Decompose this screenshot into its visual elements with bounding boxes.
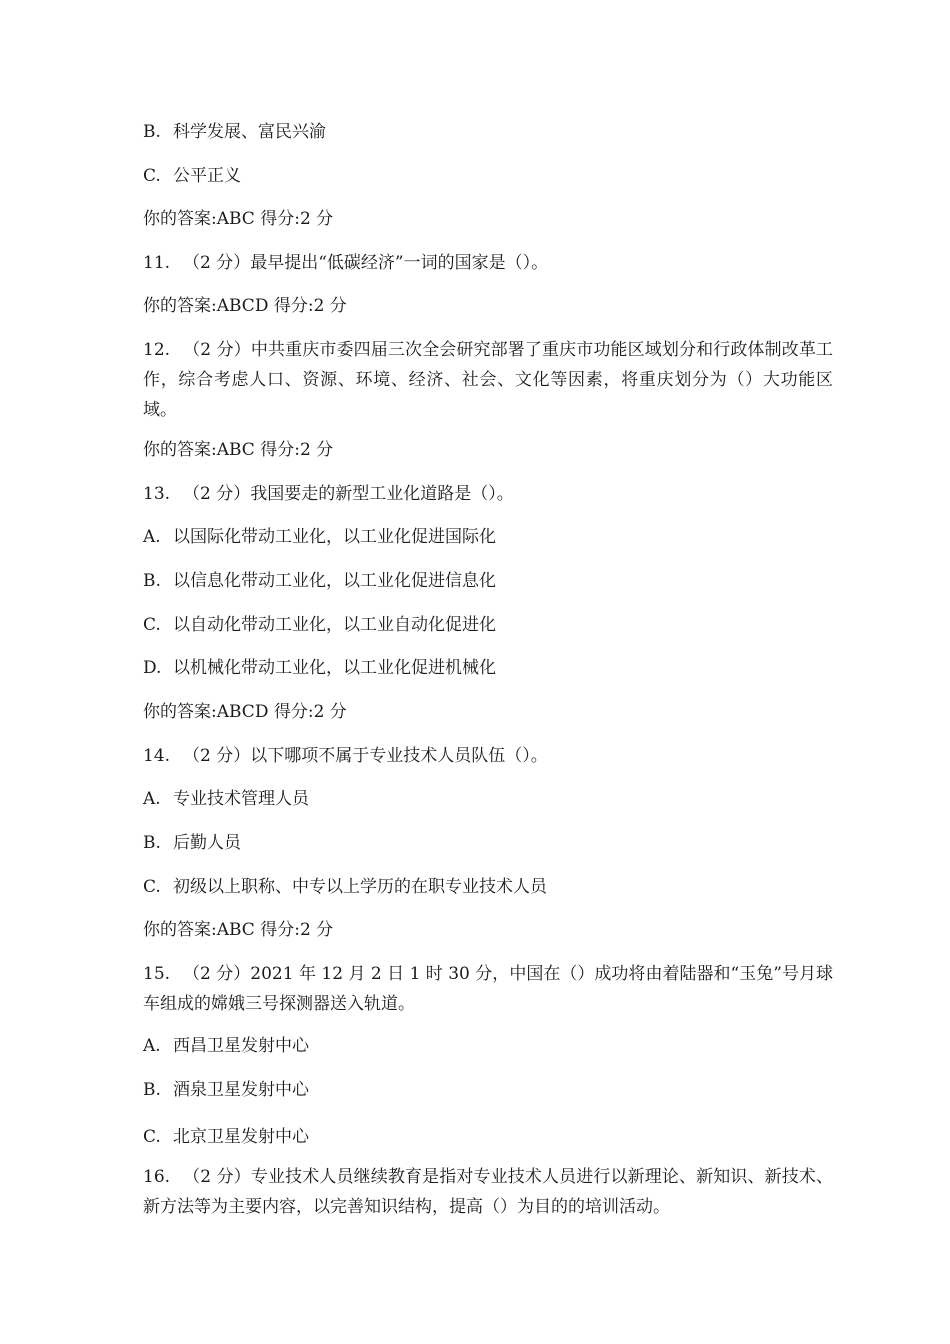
option-letter: A.	[143, 789, 161, 809]
question-12	[143, 335, 833, 425]
option-c	[143, 877, 547, 897]
option-letter: C.	[143, 877, 161, 897]
option-letter: A.	[143, 527, 161, 547]
question-number: 15.	[143, 964, 171, 984]
option-b	[143, 833, 241, 853]
question-text: （2 分）我国要走的新型工业化道路是（）。	[183, 484, 514, 504]
answer-line: 你的答案:ABC 得分:2 分	[143, 920, 334, 940]
answer-line: 你的答案:ABC 得分:2 分	[143, 440, 334, 460]
question-14	[143, 746, 548, 766]
option-text: 西昌卫星发射中心	[173, 1036, 309, 1056]
option-text: 以国际化带动工业化，以工业化促进国际化	[173, 527, 496, 547]
option-letter: D.	[143, 658, 162, 678]
question-text: （2 分）最早提出“低碳经济”一词的国家是（）。	[183, 253, 549, 273]
option-c	[143, 1127, 309, 1147]
option-d	[143, 658, 496, 678]
question-number: 16.	[143, 1167, 171, 1187]
option-a	[143, 789, 309, 809]
option-letter: C.	[143, 615, 161, 635]
option-letter: B.	[143, 833, 161, 853]
question-number: 11.	[143, 253, 171, 273]
option-letter: B.	[143, 122, 161, 142]
option-text: 科学发展、富民兴渝	[173, 122, 326, 142]
answer-line: 你的答案:ABCD 得分:2 分	[143, 296, 347, 316]
question-text: （2 分）2021 年 12 月 2 日 1 时 30 分，中国在（）成功将由着陆器和“玉兔”号月球车组成的嫦娥三号探测器送入轨道。	[143, 964, 833, 1014]
question-text: （2 分）中共重庆市委四届三次全会研究部署了重庆市功能区域划分和行政体制改革工作，综合考虑人口、资源、环境、经济、社会、文化等因素，将重庆划分为（）大功能区域。	[143, 340, 833, 420]
option-b	[143, 1080, 309, 1100]
option-a	[143, 1036, 309, 1056]
question-13	[143, 484, 514, 504]
option-c	[143, 166, 241, 186]
option-letter: C.	[143, 1127, 161, 1147]
option-b	[143, 571, 496, 591]
option-text: 后勤人员	[173, 833, 241, 853]
option-text: 北京卫星发射中心	[173, 1127, 309, 1147]
answer-line: 你的答案:ABCD 得分:2 分	[143, 702, 347, 722]
option-text: 以信息化带动工业化，以工业化促进信息化	[173, 571, 496, 591]
option-a	[143, 527, 496, 547]
option-letter: C.	[143, 166, 161, 186]
answer-line: 你的答案:ABC 得分:2 分	[143, 209, 334, 229]
option-text: 以自动化带动工业化，以工业自动化促进化	[173, 615, 496, 635]
question-11	[143, 253, 548, 273]
question-text: （2 分）以下哪项不属于专业技术人员队伍（）。	[183, 746, 548, 766]
option-letter: B.	[143, 1080, 161, 1100]
option-c	[143, 615, 496, 635]
question-number: 12.	[143, 340, 171, 360]
option-text: 专业技术管理人员	[173, 789, 309, 809]
option-b	[143, 122, 326, 142]
question-number: 13.	[143, 484, 171, 504]
option-text: 公平正义	[173, 166, 241, 186]
question-number: 14.	[143, 746, 171, 766]
question-text: （2 分）专业技术人员继续教育是指对专业技术人员进行以新理论、新知识、新技术、新方法等为主要内容，以完善知识结构，提高（）为目的的培训活动。	[143, 1167, 833, 1217]
option-text: 以机械化带动工业化，以工业化促进机械化	[173, 658, 496, 678]
question-16	[143, 1162, 833, 1222]
option-letter: B.	[143, 571, 161, 591]
option-letter: A.	[143, 1036, 161, 1056]
option-text: 初级以上职称、中专以上学历的在职专业技术人员	[173, 877, 547, 897]
option-text: 酒泉卫星发射中心	[173, 1080, 309, 1100]
question-15	[143, 959, 833, 1019]
